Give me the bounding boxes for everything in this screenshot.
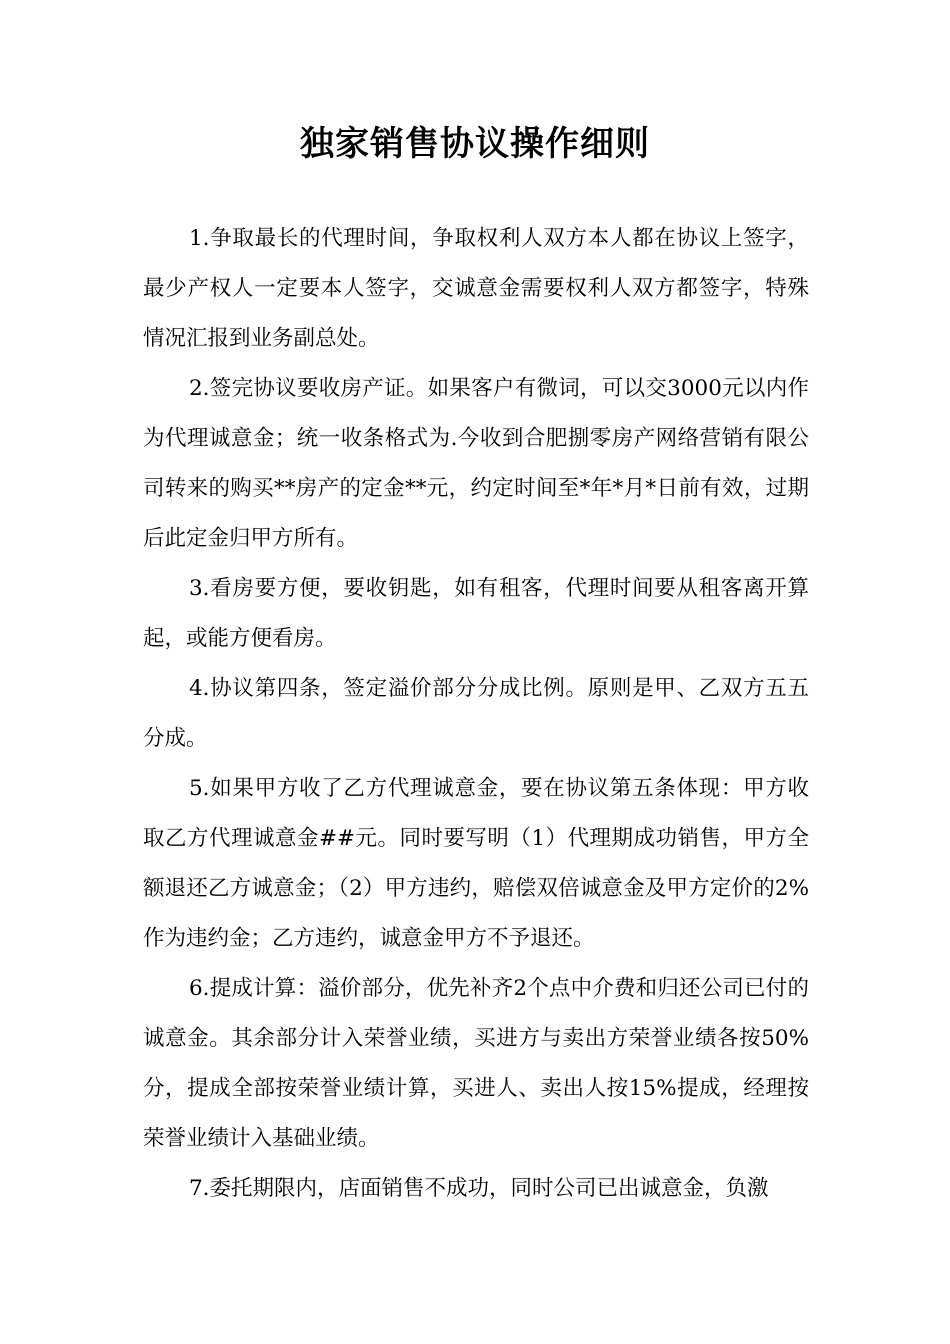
document-title: 独家销售协议操作细则 — [300, 124, 650, 164]
paragraph-7: 7.委托期限内，店面销售不成功，同时公司已出诚意金，负激 — [189, 1176, 769, 1201]
document-body — [143, 214, 809, 1214]
paragraph-2: 2.签完协议要收房产证。如果客户有微词，可以交3000元以内作为代理诚意金；统一收条格式为.今收到合肥捌零房产网络营销有限公司转来的购买**房产的定金**元，约定时间至*年*月*日前有效，过期后此定金归甲方所有。 — [143, 376, 809, 551]
paragraph-1: 1.争取最长的代理时间，争取权利人双方本人都在协议上签字，最少产权人一定要本人签字，交诚意金需要权利人双方都签字，特殊情况汇报到业务副总处。 — [143, 226, 809, 351]
paragraph-4: 4.协议第四条，签定溢价部分分成比例。原则是甲、乙双方五五分成。 — [143, 676, 809, 751]
paragraph-5: 5.如果甲方收了乙方代理诚意金，要在协议第五条体现：甲方收取乙方代理诚意金##元。同时要写明（1）代理期成功销售，甲方全额退还乙方诚意金；（2）甲方违约，赔偿双倍诚意金及甲方定价的2%作为违约金；乙方违约，诚意金甲方不予退还。 — [143, 776, 809, 951]
paragraph-6: 6.提成计算：溢价部分，优先补齐2个点中介费和归还公司已付的诚意金。其余部分计入荣誉业绩，买进方与卖出方荣誉业绩各按50%分，提成全部按荣誉业绩计算，买进人、卖出人按15%提成，经理按荣誉业绩计入基础业绩。 — [143, 976, 809, 1151]
paragraph-3: 3.看房要方便，要收钥匙，如有租客，代理时间要从租客离开算起，或能方便看房。 — [143, 576, 809, 651]
